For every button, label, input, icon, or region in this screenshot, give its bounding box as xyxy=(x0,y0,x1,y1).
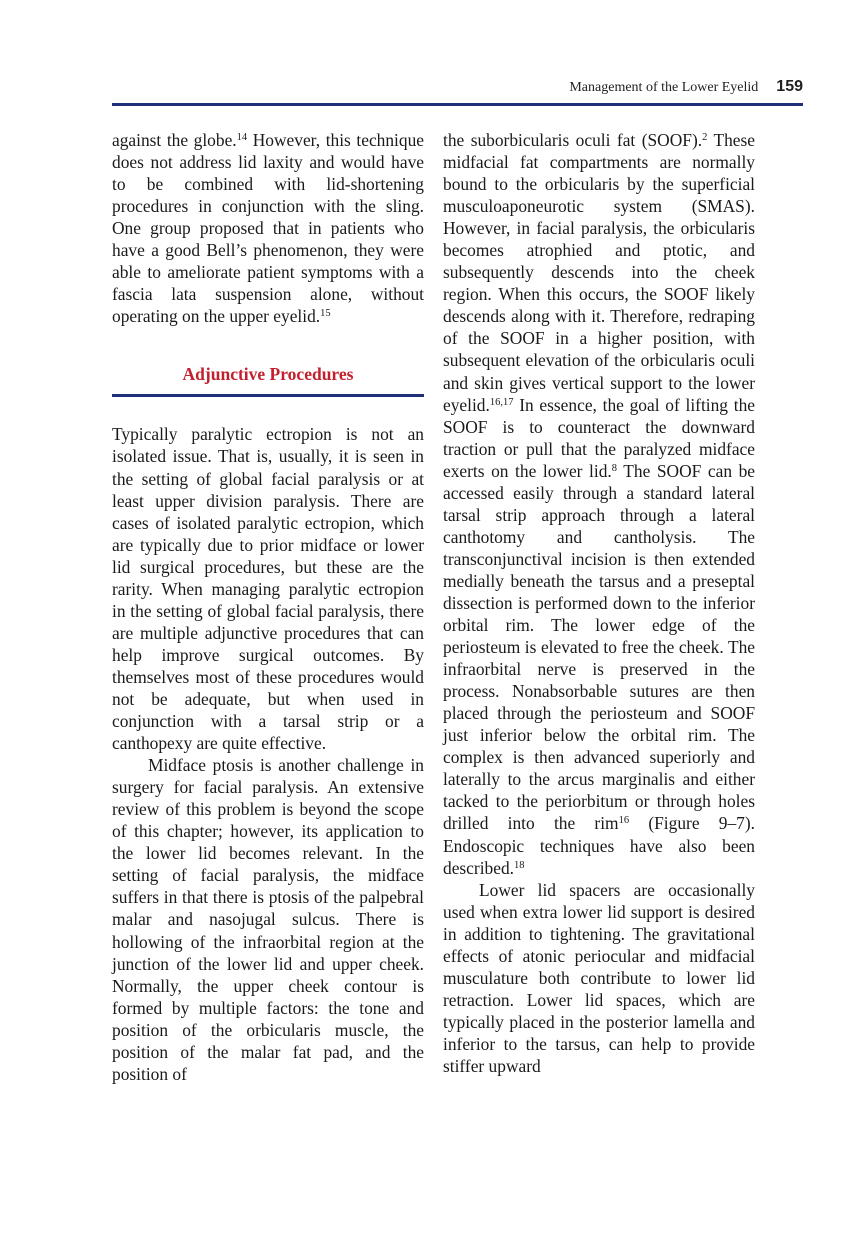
right-column xyxy=(443,129,755,1077)
running-title: Management of the Lower Eyelid xyxy=(569,80,759,95)
section-header xyxy=(112,363,424,397)
paragraph: Midface ptosis is another challenge in surgery for facial paralysis. An extensive review of this problem is beyond the scope of this chapter; however, its application to the lower lid becomes relevant. In the setting of facial paralysis, the midface suffers in that there is ptosis of the palpebral malar and nasojugal sulcus. There is hollowing of the infraorbital region at the junction of the lower lid and upper cheek. Normally, the upper cheek contour is formed by multiple factors: the tone and position of the orbicularis muscle, the position of the malar fat pad, and the position of xyxy=(112,755,424,1084)
page-number: 159 xyxy=(776,78,803,95)
citation-superscript: 18 xyxy=(513,859,525,871)
section-rule xyxy=(112,394,424,397)
citation-superscript: 14 xyxy=(236,132,248,143)
paragraph: Typically paralytic ectropion is not an isolated issue. That is, usually, it is seen in the setting of global facial paralysis or at least upper division paralysis. There are cases of isolated paralytic ectropion, which are typically due to prior midface or lower lid surgical procedures, but these are the rarity. When managing paralytic ectropion in the setting of global facial paralysis, there are multiple adjunctive procedures that can help improve surgical outcomes. By themselves most of these procedures would not be adequate, but when used in conjunction with a tarsal strip or a canthopexy are quite effective. xyxy=(112,424,424,754)
paragraph xyxy=(112,129,424,327)
text-run: against the globe. xyxy=(112,130,237,150)
paragraph: Lower lid spacers are occasionally used when extra lower lid support is desired in addition to tightening. The gravitational effects of atonic periocular and midfacial musculature both contribute to lower lid retraction. Lower lid spaces, which are typically placed in the posterior lamella and inferior to the tarsus, can help to provide stiffer upward xyxy=(443,879,755,1076)
text-run: However, this technique does not address lid laxity and would have to be combined with lid-shortening procedures in conjunction with the sling. One group proposed that in patients who have a good Bell’s phenomenon, they were able to ameliorate patient symptoms with a fascia lata suspension alone, without operating on the upper eyelid. xyxy=(112,130,424,327)
citation-superscript: 16 xyxy=(618,815,630,827)
text-run: These midfacial fat compartments are normally bound to the orbicularis by the superficial musculoaponeurotic system (SMAS). However, in facial paralysis, the orbicularis becomes atrophied and ptotic, and subsequently descends into the cheek region. When this occurs, the SOOF likely descends along with it. Therefore, redraping of the SOOF in a higher position, with subsequent elevation of the orbicularis oculi and skin gives vertical support to the lower eyelid. xyxy=(443,130,756,415)
citation-superscript: 16,17 xyxy=(489,396,514,408)
text-run: the suborbicularis oculi fat (SOOF). xyxy=(443,130,703,150)
citation-superscript: 15 xyxy=(320,308,331,320)
header-rule xyxy=(112,103,803,106)
citation-superscript: 8 xyxy=(611,462,617,474)
text-run: (Figure 9–7). Endoscopic techniques have also been described. xyxy=(443,813,756,878)
text-run: The SOOF can be accessed easily through a standard lateral tarsal strip approach through a lateral canthotomy and cantholysis. The transconjunctival incision is then extended medially beneath the tarsus and a preseptal dissection is performed down to the inferior orbital rim. The lower edge of the periosteum is elevated to free the cheek. The infraorbital nerve is preserved in the process. Nonabsorbable sutures are then placed through the periosteum and SOOF just inferior below the orbital rim. The complex is then advanced superiorly and laterally to the arcus marginalis and either tacked to the periorbitum or through holes drilled into the rim xyxy=(443,460,756,834)
running-header xyxy=(112,78,803,96)
text-run: In essence, the goal of lifting the SOOF is to counteract the downward traction or pull that the paralyzed midface exerts on the lower lid. xyxy=(443,394,755,481)
section-heading: Adjunctive Procedures xyxy=(182,364,354,385)
paragraph xyxy=(443,129,755,879)
left-column xyxy=(112,129,424,1085)
citation-superscript: 2 xyxy=(702,132,708,143)
